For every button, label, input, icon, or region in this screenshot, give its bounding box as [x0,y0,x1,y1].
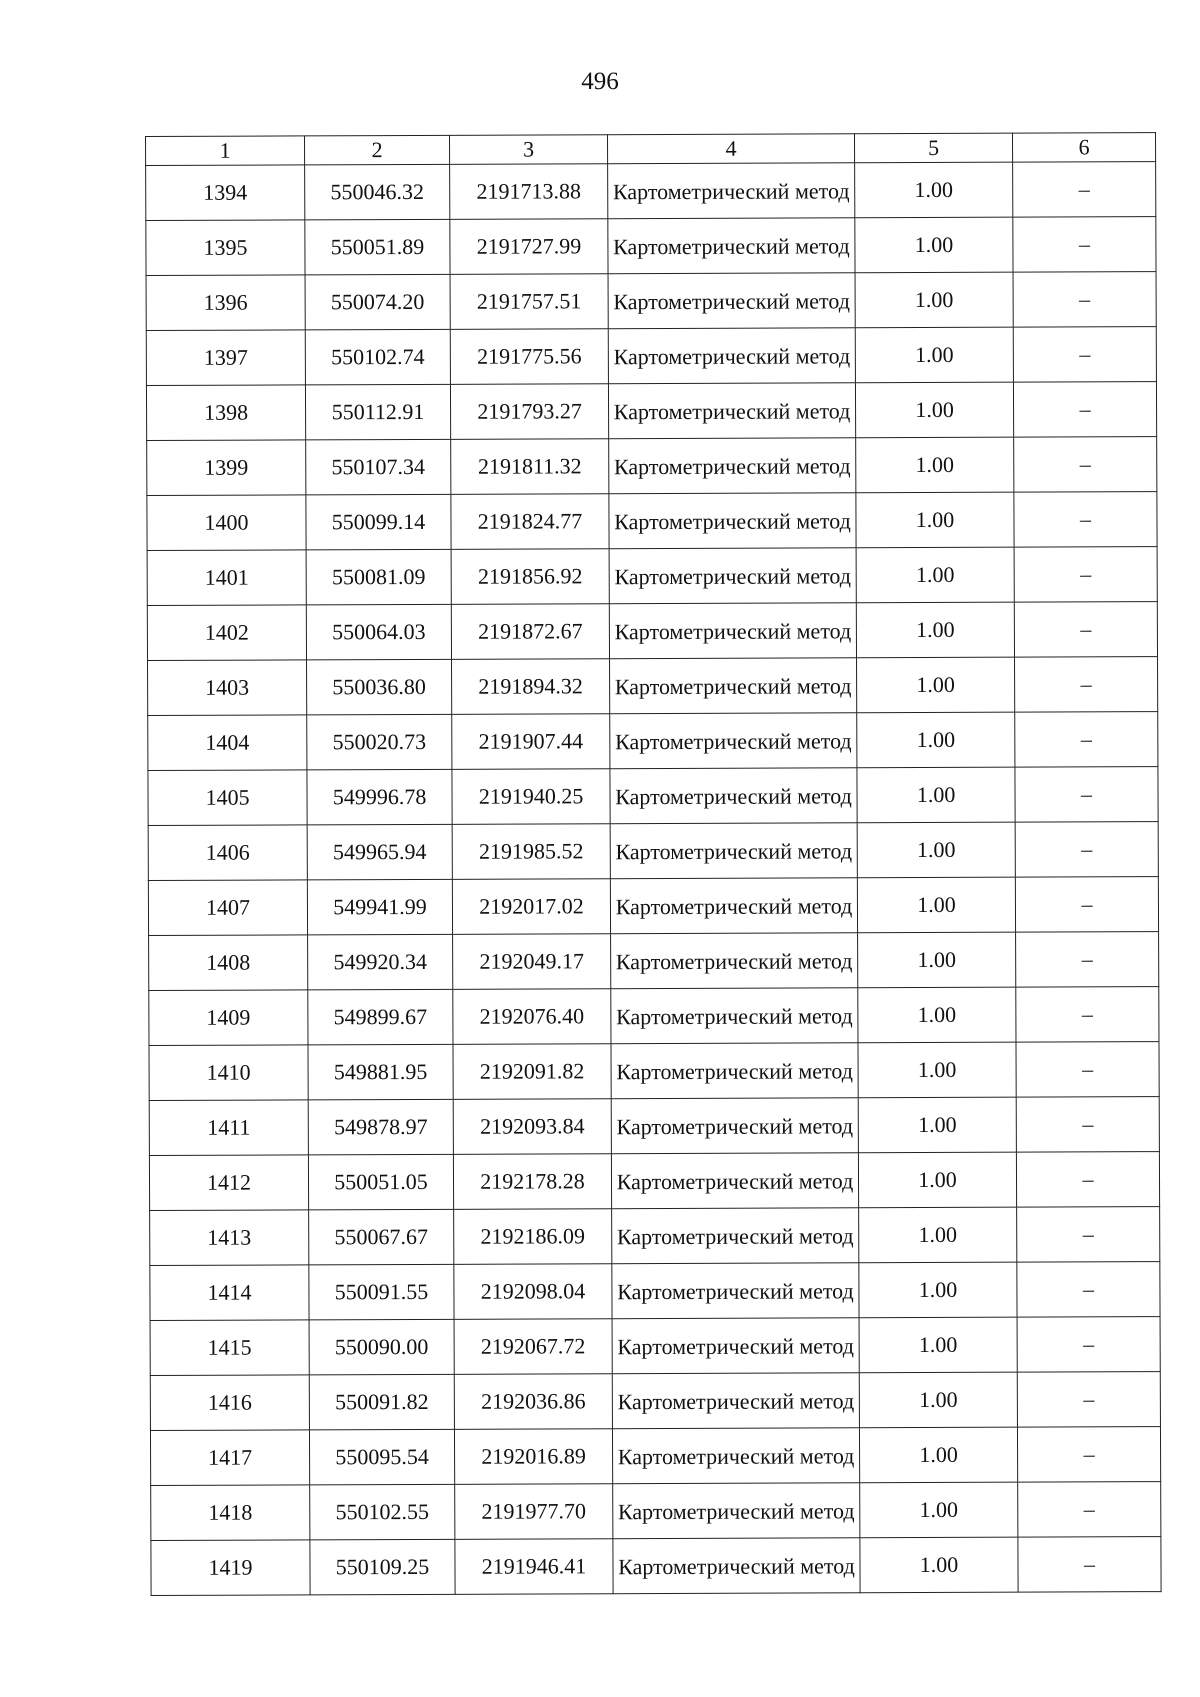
point-number-cell: 1418 [151,1485,310,1541]
method-cell: Картометрический метод [611,1098,858,1154]
table-row [147,547,1157,606]
column-header: 5 [854,133,1012,163]
table-row [149,1152,1159,1211]
x-coordinate-cell: 550091.55 [309,1264,454,1320]
method-cell: Картометрический метод [612,1428,859,1484]
note-cell: – [1015,877,1158,933]
accuracy-cell: 1.00 [855,162,1013,218]
point-number-cell: 1400 [147,495,306,551]
x-coordinate-cell: 549899.67 [308,989,453,1045]
table-row [146,217,1156,276]
method-cell: Картометрический метод [608,163,855,219]
note-cell: – [1017,1317,1160,1373]
y-coordinate-cell: 2192098.04 [454,1264,612,1320]
method-cell: Картометрический метод [613,1538,860,1594]
accuracy-cell: 1.00 [857,767,1015,823]
y-coordinate-cell: 2192076.40 [453,989,611,1045]
x-coordinate-cell: 550090.00 [309,1319,454,1375]
x-coordinate-cell: 550046.32 [305,164,450,220]
point-number-cell: 1403 [148,660,307,716]
accuracy-cell: 1.00 [859,1317,1017,1373]
column-header: 3 [449,135,607,165]
accuracy-cell: 1.00 [857,877,1015,933]
table-row [149,932,1159,991]
accuracy-cell: 1.00 [858,987,1016,1043]
y-coordinate-cell: 2191727.99 [450,219,608,275]
note-cell: – [1017,1262,1160,1318]
y-coordinate-cell: 2191811.32 [451,439,609,495]
table-row [151,1537,1161,1596]
method-cell: Картометрический метод [608,218,855,274]
coordinates-table [145,132,1162,1596]
x-coordinate-cell: 549881.95 [308,1044,453,1100]
method-cell: Картометрический метод [608,328,855,384]
x-coordinate-cell: 549920.34 [308,934,453,990]
point-number-cell: 1404 [148,715,307,771]
table-row [146,382,1156,441]
table-row [148,767,1158,826]
note-cell: – [1013,272,1156,328]
table-row [148,712,1158,771]
x-coordinate-cell: 550020.73 [307,714,452,770]
y-coordinate-cell: 2192016.89 [454,1429,612,1485]
point-number-cell: 1401 [147,550,306,606]
accuracy-cell: 1.00 [859,1372,1017,1428]
note-cell: – [1016,932,1159,988]
note-cell: – [1016,1097,1159,1153]
x-coordinate-cell: 550112.91 [305,384,450,440]
table-row [147,602,1157,661]
y-coordinate-cell: 2191940.25 [452,769,610,825]
x-coordinate-cell: 550099.14 [306,494,451,550]
accuracy-cell: 1.00 [860,1537,1018,1593]
note-cell: – [1016,1042,1159,1098]
x-coordinate-cell: 550109.25 [310,1539,455,1595]
column-header: 2 [305,135,450,165]
point-number-cell: 1417 [150,1430,309,1486]
table-row [147,437,1157,496]
note-cell: – [1015,822,1158,878]
point-number-cell: 1398 [146,385,305,441]
x-coordinate-cell: 550102.74 [305,329,450,385]
y-coordinate-cell: 2191977.70 [455,1484,613,1540]
y-coordinate-cell: 2191872.67 [451,604,609,660]
accuracy-cell: 1.00 [855,327,1013,383]
accuracy-cell: 1.00 [857,822,1015,878]
x-coordinate-cell: 549965.94 [307,824,452,880]
point-number-cell: 1407 [148,880,307,936]
point-number-cell: 1412 [149,1155,308,1211]
method-cell: Картометрический метод [611,1043,858,1099]
y-coordinate-cell: 2192186.09 [454,1209,612,1265]
method-cell: Картометрический метод [613,1483,860,1539]
point-number-cell: 1413 [150,1210,309,1266]
x-coordinate-cell: 550081.09 [306,549,451,605]
column-header: 1 [146,136,305,166]
accuracy-cell: 1.00 [858,1152,1016,1208]
x-coordinate-cell: 550051.89 [305,219,450,275]
y-coordinate-cell: 2192017.02 [452,879,610,935]
point-number-cell: 1394 [146,165,305,221]
method-cell: Картометрический метод [610,768,857,824]
method-cell: Картометрический метод [608,383,855,439]
x-coordinate-cell: 549878.97 [308,1099,453,1155]
accuracy-cell: 1.00 [858,1097,1016,1153]
note-cell: – [1014,547,1157,603]
method-cell: Картометрический метод [608,273,855,329]
table-row [146,162,1156,221]
table-row [149,1097,1159,1156]
accuracy-cell: 1.00 [858,932,1016,988]
table-body [146,162,1161,1596]
accuracy-cell: 1.00 [858,1042,1016,1098]
note-cell: – [1014,437,1157,493]
y-coordinate-cell: 2191775.56 [450,329,608,385]
method-cell: Картометрический метод [609,603,856,659]
y-coordinate-cell: 2192067.72 [454,1319,612,1375]
y-coordinate-cell: 2192093.84 [453,1099,611,1155]
note-cell: – [1014,492,1157,548]
accuracy-cell: 1.00 [856,602,1014,658]
x-coordinate-cell: 550051.05 [308,1154,453,1210]
note-cell: – [1013,327,1156,383]
accuracy-cell: 1.00 [855,272,1013,328]
point-number-cell: 1408 [149,935,308,991]
table-row [150,1262,1160,1321]
accuracy-cell: 1.00 [860,1482,1018,1538]
point-number-cell: 1405 [148,770,307,826]
method-cell: Картометрический метод [609,493,856,549]
note-cell: – [1017,1207,1160,1263]
x-coordinate-cell: 550064.03 [306,604,451,660]
method-cell: Картометрический метод [610,878,857,934]
table-row [148,657,1158,716]
table-header [146,133,1156,166]
x-coordinate-cell: 550107.34 [306,439,451,495]
note-cell: – [1016,1152,1159,1208]
table-row [151,1482,1161,1541]
point-number-cell: 1411 [149,1100,308,1156]
note-cell: – [1013,382,1156,438]
column-header: 6 [1012,133,1155,163]
method-cell: Картометрический метод [612,1373,859,1429]
point-number-cell: 1410 [149,1045,308,1101]
method-cell: Картометрический метод [611,1153,858,1209]
point-number-cell: 1397 [146,330,305,386]
method-cell: Картометрический метод [610,713,857,769]
accuracy-cell: 1.00 [857,712,1015,768]
y-coordinate-cell: 2191907.44 [452,714,610,770]
point-number-cell: 1415 [150,1320,309,1376]
y-coordinate-cell: 2192091.82 [453,1044,611,1100]
method-cell: Картометрический метод [611,933,858,989]
note-cell: – [1015,657,1158,713]
page-number: 496 [581,68,619,95]
table-row [147,492,1157,551]
y-coordinate-cell: 2191793.27 [450,384,608,440]
table-row [150,1372,1160,1431]
point-number-cell: 1416 [150,1375,309,1431]
y-coordinate-cell: 2191856.92 [451,549,609,605]
method-cell: Картометрический метод [612,1318,859,1374]
header-row [146,133,1156,166]
method-cell: Картометрический метод [609,438,856,494]
y-coordinate-cell: 2191757.51 [450,274,608,330]
x-coordinate-cell: 550095.54 [309,1429,454,1485]
x-coordinate-cell: 550036.80 [307,659,452,715]
note-cell: – [1013,162,1156,218]
table-row [150,1427,1160,1486]
accuracy-cell: 1.00 [856,547,1014,603]
note-cell: – [1013,217,1156,273]
y-coordinate-cell: 2191894.32 [452,659,610,715]
y-coordinate-cell: 2192178.28 [453,1154,611,1210]
y-coordinate-cell: 2191985.52 [452,824,610,880]
point-number-cell: 1402 [147,605,306,661]
point-number-cell: 1409 [149,990,308,1046]
coordinates-table-container [145,132,1161,1596]
table-row [148,877,1158,936]
y-coordinate-cell: 2191824.77 [451,494,609,550]
column-header: 4 [607,134,854,164]
method-cell: Картометрический метод [609,548,856,604]
x-coordinate-cell: 549996.78 [307,769,452,825]
method-cell: Картометрический метод [612,1208,859,1264]
note-cell: – [1015,712,1158,768]
table-row [149,1042,1159,1101]
x-coordinate-cell: 550067.67 [309,1209,454,1265]
point-number-cell: 1414 [150,1265,309,1321]
table-row [150,1207,1160,1266]
point-number-cell: 1399 [147,440,306,496]
y-coordinate-cell: 2191946.41 [455,1539,613,1595]
method-cell: Картометрический метод [612,1263,859,1319]
note-cell: – [1016,987,1159,1043]
note-cell: – [1015,767,1158,823]
table-row [146,327,1156,386]
method-cell: Картометрический метод [610,823,857,879]
accuracy-cell: 1.00 [855,217,1013,273]
y-coordinate-cell: 2192036.86 [454,1374,612,1430]
point-number-cell: 1419 [151,1540,310,1596]
point-number-cell: 1406 [148,825,307,881]
accuracy-cell: 1.00 [856,492,1014,548]
y-coordinate-cell: 2191713.88 [450,164,608,220]
accuracy-cell: 1.00 [859,1262,1017,1318]
accuracy-cell: 1.00 [859,1427,1017,1483]
note-cell: – [1017,1372,1160,1428]
method-cell: Картометрический метод [611,988,858,1044]
point-number-cell: 1396 [146,275,305,331]
x-coordinate-cell: 550074.20 [305,274,450,330]
x-coordinate-cell: 550091.82 [309,1374,454,1430]
note-cell: – [1017,1427,1160,1483]
accuracy-cell: 1.00 [855,382,1013,438]
note-cell: – [1018,1482,1161,1538]
table-row [149,987,1159,1046]
note-cell: – [1018,1537,1161,1593]
accuracy-cell: 1.00 [856,437,1014,493]
accuracy-cell: 1.00 [859,1207,1017,1263]
x-coordinate-cell: 550102.55 [310,1484,455,1540]
note-cell: – [1014,602,1157,658]
table-row [150,1317,1160,1376]
method-cell: Картометрический метод [610,658,857,714]
x-coordinate-cell: 549941.99 [307,879,452,935]
accuracy-cell: 1.00 [857,657,1015,713]
table-row [148,822,1158,881]
table-row [146,272,1156,331]
y-coordinate-cell: 2192049.17 [453,934,611,990]
point-number-cell: 1395 [146,220,305,276]
